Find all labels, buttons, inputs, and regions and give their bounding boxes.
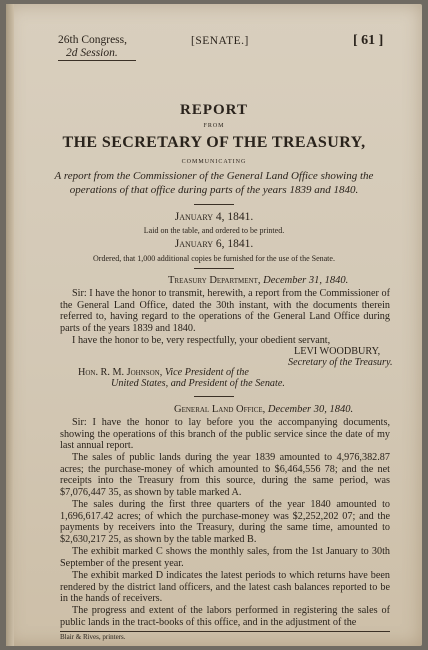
from-label: FROM — [203, 123, 225, 129]
land-office-paragraph-6: The progress and extent of the labors performed in registering the sales of public lands in the tract-books of this office, and in the adjustment of the — [60, 605, 390, 628]
land-office-paragraph-1: Sir: I have the honor to lay before you the accompanying documents, showing the operations of this branch of the public service since the date of my last annual report. — [60, 417, 390, 452]
treasury-dept-label: Treasury Department, — [168, 275, 261, 286]
land-office-paragraph-3: The sales during the first three quarters of the year 1840 amounted to 1,696,617.42 acres; of which the purchase-money was $2,252,202 07; and the payments by receivers into the Treasury, during the same time, amounted to $2,630,217 25, as shown by the table marked B. — [60, 499, 390, 545]
report-heading: REPORT — [180, 102, 248, 118]
letters-divider — [194, 396, 234, 397]
title-divider — [194, 204, 234, 205]
signature-title: Secretary of the Treasury. — [288, 357, 393, 368]
treasury-letter-paragraph: Sir: I have the honor to transmit, herewith, a report from the Commissioner of the General Land Office, dated the 30th instant, with the documents therein referred to, having regard to the operations of the General Land Office during parts of the years 1839 and 1840. — [60, 288, 390, 334]
addressee-role: Vice President of the — [164, 367, 249, 378]
date-january-4: January 4, 1841. — [174, 211, 254, 223]
land-office-paragraph-5: The exhibit marked D indicates the latest periods to which returns have been rendered by the district land officers, and the latest cash balances reported to be in the hands of receivers. — [60, 570, 390, 605]
secretary-heading: THE SECRETARY OF THE TREASURY, — [62, 134, 366, 151]
date-january-6: January 6, 1841. — [174, 238, 254, 250]
session-label: 2d Session. — [66, 47, 118, 59]
land-office-dateline — [174, 404, 353, 416]
land-office-date: December 30, 1840. — [267, 404, 354, 415]
addressee-line-2: United States, and President of the Senate. — [111, 378, 285, 389]
communicating-label: COMMUNICATING — [181, 159, 247, 165]
treasury-closing: I have the honor to be, very respectfully, your obedient servant, — [72, 335, 331, 346]
treasury-dateline — [168, 275, 348, 287]
page-number: [ 61 ] — [353, 33, 384, 48]
land-office-label: General Land Office, — [174, 404, 266, 415]
signature-levi-woodbury: LEVI WOODBURY, — [294, 346, 381, 357]
chamber-label: [SENATE.] — [191, 35, 249, 47]
addressee-name: Hon. R. M. Johnson, — [78, 367, 163, 378]
land-office-paragraph-2: The sales of public lands during the year 1839 amounted to 4,976,382.87 acres; the purchase-money of which amounted to $6,464,556 78; and the net receipts into the Treasury from this source, during the same period, was $7,076,447 35, as shown by table marked A. — [60, 452, 390, 498]
note-laid-on-table: Laid on the table, and ordered to be printed. — [143, 226, 285, 235]
note-additional-copies: Ordered, that 1,000 additional copies be furnished for the use of the Senate. — [93, 254, 335, 263]
congress-label: 26th Congress, — [58, 34, 127, 46]
subject-line-1: A report from the Commissioner of the General Land Office showing the — [54, 170, 374, 182]
footer-rule — [60, 631, 390, 632]
land-office-paragraph-4: The exhibit marked C shows the monthly sales, from the 1st January to 30th September of the present year. — [60, 546, 390, 569]
page-spine-shadow — [6, 4, 14, 646]
header-underline — [58, 60, 136, 61]
dates-divider — [194, 268, 234, 269]
document-page — [6, 4, 422, 646]
printer-credit: Blair & Rives, printers. — [60, 633, 126, 641]
subject-line-2: operations of that office during parts of the years 1839 and 1840. — [69, 184, 359, 196]
treasury-date: December 31, 1840. — [263, 275, 349, 286]
addressee-line-1 — [78, 367, 249, 379]
